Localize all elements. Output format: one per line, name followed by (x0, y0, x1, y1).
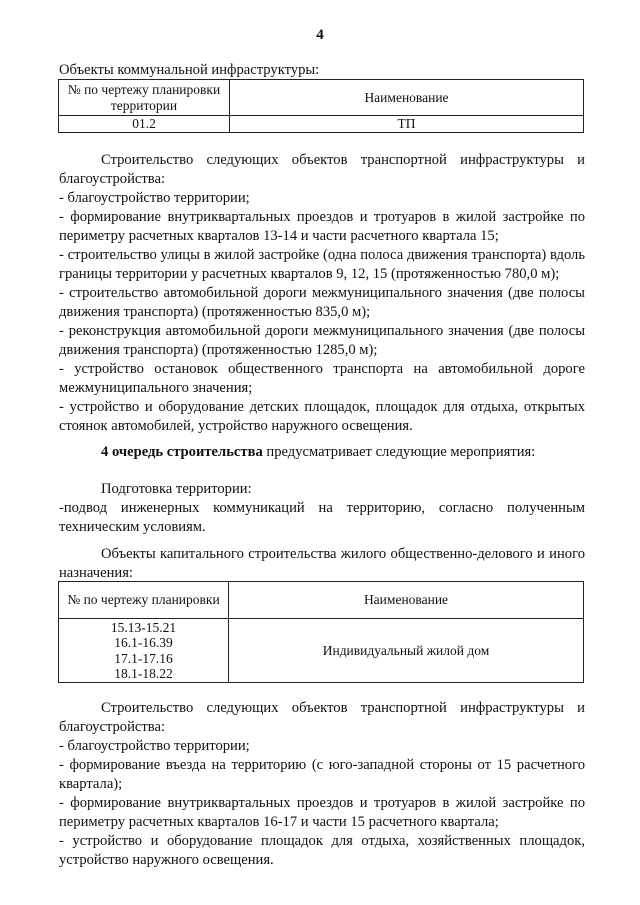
transport-intro-1: Строительство следующих объектов транспортной инфраструктуры и благоустройства: (59, 152, 585, 187)
preparation-item: -подвод инженерных коммуникаций на территорию, согласно полученным техническим условиям. (59, 500, 585, 535)
list-item: - формирование въезда на территорию (с юго-западной стороны от 15 расчетного квартала); (59, 757, 585, 792)
page-number: 4 (316, 27, 324, 43)
capital-code: 15.13-15.21 (110, 619, 177, 635)
list-item: - формирование внутриквартальных проездов и тротуаров в жилой застройке по периметру расчетных кварталов 13-14 и части расчетного квартала 15; (59, 209, 585, 244)
utility-caption: Объекты коммунальной инфраструктуры: (59, 62, 320, 78)
transport-intro-2: Строительство следующих объектов транспортной инфраструктуры и благоустройства: (59, 700, 585, 735)
capital-table-codes (59, 619, 229, 683)
preparation-block (59, 480, 585, 537)
capital-table-name: Индивидуальный жилой дом (229, 619, 584, 683)
stage4-heading (59, 443, 585, 462)
transport-block-2 (59, 699, 585, 870)
list-item: - устройство и оборудование площадок для отдыха, хозяйственных площадок, устройство наружного освещения. (59, 833, 585, 868)
list-item: - строительство автомобильной дороги межмуниципального значения (две полосы движения транспорта) (протяженностью 835,0 м); (59, 285, 585, 320)
stage4-heading-rest: предусматривает следующие мероприятия: (262, 444, 536, 460)
stage4-heading-bold: 4 очередь строительства (101, 444, 263, 460)
list-item: - благоустройство территории; (59, 190, 250, 206)
utility-table-col1-header: № по чертежу планировки территории (59, 80, 230, 116)
utility-table-name: ТП (230, 116, 584, 133)
capital-code: 16.1-16.39 (114, 635, 173, 650)
list-item: - формирование внутриквартальных проездов и тротуаров в жилой застройке по периметру расчетных кварталов 16-17 и части 15 расчетного квартала; (59, 795, 585, 830)
utility-table-code: 01.2 (59, 116, 230, 133)
list-item: - благоустройство территории; (59, 738, 250, 754)
capital-table (58, 581, 584, 683)
capital-code: 17.1-17.16 (114, 650, 173, 666)
transport-block-1 (59, 151, 585, 436)
utility-table-col2-header: Наименование (230, 80, 584, 116)
preparation-title: Подготовка территории: (101, 481, 252, 497)
capital-table-col1-header: № по чертежу планировки (59, 582, 229, 619)
table-row (59, 619, 584, 683)
list-item: - строительство улицы в жилой застройке (одна полоса движения транспорта) вдоль границы территории у расчетных кварталов 9, 12, 15 (протяженностью 780,0 м); (59, 247, 585, 282)
utility-table (58, 79, 584, 133)
capital-code: 18.1-18.22 (114, 666, 173, 681)
list-item: - реконструкция автомобильной дороги межмуниципального значения (две полосы движения транспорта) (протяженностью 1285,0 м); (59, 323, 585, 358)
table-row (59, 116, 584, 133)
capital-table-col2-header: Наименование (229, 582, 584, 619)
list-item: - устройство остановок общественного транспорта на автомобильной дороге межмуниципального значения; (59, 361, 585, 396)
capital-caption: Объекты капитального строительства жилого общественно-делового и иного назначения: (59, 546, 585, 581)
list-item: - устройство и оборудование детских площадок, площадок для отдыха, открытых стоянок автомобилей, устройство наружного освещения. (59, 399, 585, 434)
